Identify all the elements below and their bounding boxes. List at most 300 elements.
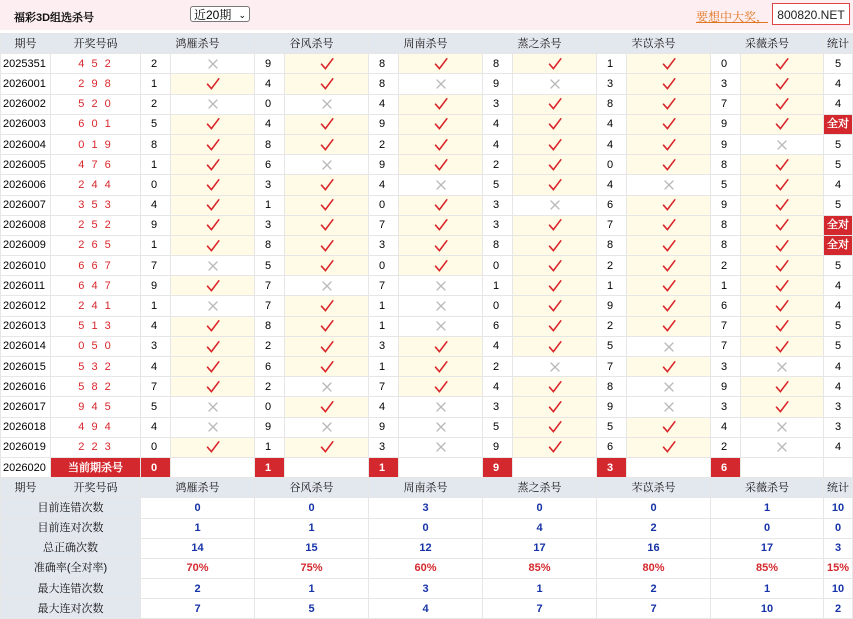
result-cell [741,397,824,417]
stats-count: 10 [824,498,853,518]
issue-cell: 2026006 [1,175,51,195]
count-cell: 5 [824,316,853,336]
check-icon [548,340,562,354]
kill-number-cell: 5 [483,417,513,437]
check-icon [775,259,789,273]
table-row [1,397,853,417]
result-cell [171,215,255,235]
kill-number-cell: 8 [369,74,399,94]
kill-number-cell: 4 [141,195,171,215]
page-title: 福彩3D组选杀号 [14,12,95,24]
kill-number-cell: 8 [255,316,285,336]
check-icon [662,440,676,454]
kill-number-cell: 7 [369,377,399,397]
kill-number-cell: 3 [369,437,399,457]
stats-value: 17 [711,538,824,558]
kill-number-cell: 1 [711,276,741,296]
kill-number-cell: 4 [141,316,171,336]
table-row [1,175,853,195]
kill-number-cell: 5 [141,114,171,134]
result-cell [513,377,597,397]
result-cell [171,377,255,397]
result-cell [399,195,483,215]
check-icon [548,420,562,434]
stats-value: 4 [369,599,483,619]
kill-number-cell: 9 [711,134,741,154]
check-icon [548,158,562,172]
kill-number-cell: 1 [141,74,171,94]
cross-icon [434,440,448,454]
result-cell [627,195,711,215]
col-header-count: 统计 [824,478,853,498]
current-count-cell [824,457,853,477]
stats-label: 最大连对次数 [1,599,141,619]
result-cell [513,94,597,114]
count-cell: 4 [824,377,853,397]
check-icon [320,319,334,333]
kill-number-cell: 8 [711,235,741,255]
check-icon [662,279,676,293]
result-cell [741,417,824,437]
kill-number-cell: 9 [369,417,399,437]
col-header-expert: 周南杀号 [369,34,483,54]
current-kill-label: 当前期杀号 [51,457,141,477]
check-icon [206,319,220,333]
count-cell: 4 [824,437,853,457]
kill-number-cell: 9 [483,437,513,457]
kill-number-cell: 6 [597,437,627,457]
check-icon [434,117,448,131]
ad-link[interactable]: 要想中大奖， [696,10,769,24]
result-cell [285,276,369,296]
result-cell [171,417,255,437]
kill-number-cell: 4 [141,357,171,377]
col-header-draw: 开奖号码 [51,478,141,498]
result-cell [171,336,255,356]
kill-number-cell: 4 [483,336,513,356]
kill-number-cell: 7 [597,215,627,235]
kill-number-cell: 7 [255,276,285,296]
result-cell [513,235,597,255]
kill-number-cell: 8 [369,54,399,74]
check-icon [434,57,448,71]
result-cell [399,256,483,276]
col-header-issue: 期号 [1,34,51,54]
check-icon [662,259,676,273]
result-cell [171,134,255,154]
stats-value: 1 [141,518,255,538]
kill-number-cell: 2 [597,256,627,276]
issue-cell: 2026012 [1,296,51,316]
check-icon [320,340,334,354]
result-cell [171,195,255,215]
draw-number-cell: 0 5 0 [51,336,141,356]
table-header [1,34,853,54]
count-cell: 3 [824,397,853,417]
kill-number-cell: 0 [369,195,399,215]
draw-number-cell: 4 9 4 [51,417,141,437]
kill-number-cell: 1 [597,54,627,74]
period-select[interactable] [190,6,250,22]
cross-icon [662,400,676,414]
result-cell [741,74,824,94]
result-cell [741,336,824,356]
cross-icon [320,279,334,293]
stats-value: 0 [597,498,711,518]
check-icon [206,279,220,293]
result-cell [171,94,255,114]
check-icon [320,77,334,91]
check-icon [775,340,789,354]
check-icon [662,420,676,434]
kill-number-cell: 5 [597,417,627,437]
cross-icon [548,198,562,212]
kill-number-cell: 2 [255,336,285,356]
table-row [1,74,853,94]
issue-cell: 2026011 [1,276,51,296]
stats-value: 0 [141,498,255,518]
result-cell [741,155,824,175]
check-icon [775,97,789,111]
result-cell [171,437,255,457]
kill-number-cell: 3 [597,74,627,94]
stats-value: 1 [711,498,824,518]
result-cell [513,256,597,276]
kill-number-cell: 3 [711,357,741,377]
result-cell [171,276,255,296]
kill-number-cell: 1 [597,276,627,296]
cross-icon [206,299,220,313]
count-cell: 4 [824,74,853,94]
draw-number-cell: 3 5 3 [51,195,141,215]
kill-number-cell: 2 [369,134,399,154]
check-icon [320,57,334,71]
check-icon [662,158,676,172]
current-kill-number: 6 [711,457,741,477]
result-cell [285,397,369,417]
kill-number-cell: 7 [369,276,399,296]
stats-value: 0 [483,498,597,518]
issue-cell: 2026007 [1,195,51,215]
check-icon [548,319,562,333]
cross-icon [775,360,789,374]
kill-number-cell: 0 [141,175,171,195]
result-cell [627,215,711,235]
check-icon [548,117,562,131]
stats-value: 85% [711,558,824,578]
result-cell [171,155,255,175]
check-icon [206,138,220,152]
result-cell [741,94,824,114]
result-cell [399,94,483,114]
site-badge[interactable]: 800820.NET [772,3,850,25]
table-row [1,235,853,255]
count-cell: 全对 [824,114,853,134]
kill-number-cell: 2 [255,377,285,397]
col-header-expert: 芣苡杀号 [597,478,711,498]
kill-number-cell: 9 [255,54,285,74]
result-cell [399,437,483,457]
table-row [1,256,853,276]
kill-number-cell: 3 [483,397,513,417]
issue-cell: 2026009 [1,235,51,255]
kill-number-cell: 1 [255,437,285,457]
kill-number-cell: 5 [141,397,171,417]
stats-value: 2 [597,579,711,599]
col-header-expert: 周南杀号 [369,478,483,498]
result-cell [285,417,369,437]
current-kill-spacer [285,457,369,477]
cross-icon [320,420,334,434]
count-cell: 5 [824,54,853,74]
result-cell [627,276,711,296]
check-icon [320,239,334,253]
stats-value: 80% [597,558,711,578]
draw-number-cell: 2 6 5 [51,235,141,255]
check-icon [206,380,220,394]
stats-value: 1 [255,579,369,599]
check-icon [206,440,220,454]
kill-number-cell: 0 [711,54,741,74]
issue-cell: 2026019 [1,437,51,457]
col-header-expert: 谷风杀号 [255,478,369,498]
table-row [1,155,853,175]
kill-number-cell: 8 [255,134,285,154]
kill-number-cell: 8 [483,235,513,255]
kill-number-cell: 9 [255,417,285,437]
result-cell [741,134,824,154]
kill-number-cell: 0 [141,437,171,457]
stats-value: 70% [141,558,255,578]
check-icon [434,259,448,273]
check-icon [548,440,562,454]
count-cell: 3 [824,417,853,437]
result-cell [627,316,711,336]
cross-icon [434,77,448,91]
kill-number-cell: 3 [711,397,741,417]
kill-number-cell: 3 [255,175,285,195]
col-header-expert: 鸿雁杀号 [141,478,255,498]
stats-row [1,579,853,599]
kill-number-cell: 9 [141,215,171,235]
kill-number-cell: 9 [369,114,399,134]
count-cell: 5 [824,256,853,276]
draw-number-cell: 2 2 3 [51,437,141,457]
kill-number-cell: 5 [597,336,627,356]
stats-value: 16 [597,538,711,558]
check-icon [320,178,334,192]
kill-number-cell: 0 [483,256,513,276]
draw-number-cell: 9 4 5 [51,397,141,417]
kill-number-cell: 1 [141,235,171,255]
check-icon [775,380,789,394]
kill-number-cell: 1 [483,276,513,296]
result-cell [513,155,597,175]
table-row [1,336,853,356]
cross-icon [206,400,220,414]
kill-number-cell: 7 [711,94,741,114]
col-header-expert: 鸿雁杀号 [141,34,255,54]
kill-number-cell: 7 [597,357,627,377]
draw-number-cell: 0 1 9 [51,134,141,154]
result-cell [513,316,597,336]
stats-value: 0 [369,518,483,538]
issue-cell: 2026003 [1,114,51,134]
check-icon [548,57,562,71]
stats-value: 7 [483,599,597,619]
result-cell [285,134,369,154]
stats-count: 2 [824,599,853,619]
result-cell [741,357,824,377]
result-cell [627,417,711,437]
result-cell [285,296,369,316]
result-cell [513,134,597,154]
kill-number-cell: 9 [483,74,513,94]
cross-icon [775,138,789,152]
result-cell [285,114,369,134]
check-icon [662,239,676,253]
stats-count: 0 [824,518,853,538]
table-row [1,296,853,316]
kill-number-cell: 7 [141,256,171,276]
result-cell [513,336,597,356]
check-icon [775,77,789,91]
check-icon [320,299,334,313]
table-row [1,54,853,74]
kill-number-cell: 3 [255,215,285,235]
cross-icon [434,178,448,192]
kill-number-cell: 3 [483,195,513,215]
table-row [1,276,853,296]
result-cell [513,74,597,94]
result-cell [741,215,824,235]
col-header-expert: 蒸之杀号 [483,478,597,498]
draw-number-cell: 5 3 2 [51,357,141,377]
result-cell [171,54,255,74]
stats-label: 总正确次数 [1,538,141,558]
result-cell [513,437,597,457]
draw-number-cell: 6 4 7 [51,276,141,296]
stats-value: 1 [255,518,369,538]
chevron-down-icon: ⌄ [238,10,246,20]
result-cell [171,316,255,336]
stats-value: 14 [141,538,255,558]
kill-number-cell: 8 [711,155,741,175]
result-cell [399,74,483,94]
kill-number-cell: 1 [369,357,399,377]
col-header-expert: 采薇杀号 [711,34,824,54]
result-cell [171,397,255,417]
issue-cell: 2026017 [1,397,51,417]
check-icon [662,77,676,91]
result-cell [285,155,369,175]
kill-number-cell: 3 [483,215,513,235]
check-icon [775,117,789,131]
kill-number-cell: 4 [369,175,399,195]
check-icon [434,138,448,152]
check-icon [434,360,448,374]
result-cell [513,195,597,215]
table-row [1,114,853,134]
result-cell [285,357,369,377]
check-icon [662,198,676,212]
result-cell [399,54,483,74]
kill-number-cell: 6 [483,316,513,336]
result-cell [399,377,483,397]
kill-number-cell: 0 [483,296,513,316]
stats-value: 2 [597,518,711,538]
kill-number-cell: 4 [483,377,513,397]
kill-number-cell: 1 [141,296,171,316]
check-icon [662,97,676,111]
kill-number-cell: 2 [597,316,627,336]
check-icon [434,380,448,394]
result-cell [741,175,824,195]
result-cell [741,195,824,215]
check-icon [662,360,676,374]
cross-icon [775,420,789,434]
result-cell [399,155,483,175]
kill-number-cell: 7 [711,316,741,336]
stats-value: 10 [711,599,824,619]
kill-number-cell: 0 [255,397,285,417]
cross-icon [434,279,448,293]
result-cell [741,377,824,397]
current-issue-cell: 2026020 [1,457,51,477]
kill-number-cell: 3 [141,336,171,356]
issue-cell: 2025351 [1,54,51,74]
kill-number-cell: 4 [369,397,399,417]
cross-icon [206,420,220,434]
current-kill-number: 1 [255,457,285,477]
check-icon [548,380,562,394]
col-header-draw: 开奖号码 [51,34,141,54]
result-cell [627,256,711,276]
count-cell: 4 [824,276,853,296]
cross-icon [662,178,676,192]
result-cell [513,417,597,437]
check-icon [775,279,789,293]
count-cell: 4 [824,296,853,316]
count-cell: 5 [824,155,853,175]
result-cell [285,215,369,235]
kill-number-cell: 4 [597,175,627,195]
result-cell [399,296,483,316]
cross-icon [206,259,220,273]
table-row [1,195,853,215]
stats-value: 2 [141,579,255,599]
kill-number-cell: 9 [597,296,627,316]
table-row [1,316,853,336]
stats-value: 3 [369,498,483,518]
result-cell [399,215,483,235]
check-icon [320,117,334,131]
result-cell [627,397,711,417]
check-icon [320,259,334,273]
kill-number-cell: 2 [141,54,171,74]
stats-count: 10 [824,579,853,599]
kill-number-cell: 2 [711,256,741,276]
kill-number-cell: 3 [369,235,399,255]
cross-icon [662,340,676,354]
kill-number-cell: 9 [369,155,399,175]
kill-number-cell: 8 [255,235,285,255]
result-cell [513,54,597,74]
result-cell [741,296,824,316]
check-icon [206,77,220,91]
check-icon [206,198,220,212]
draw-number-cell: 5 8 2 [51,377,141,397]
